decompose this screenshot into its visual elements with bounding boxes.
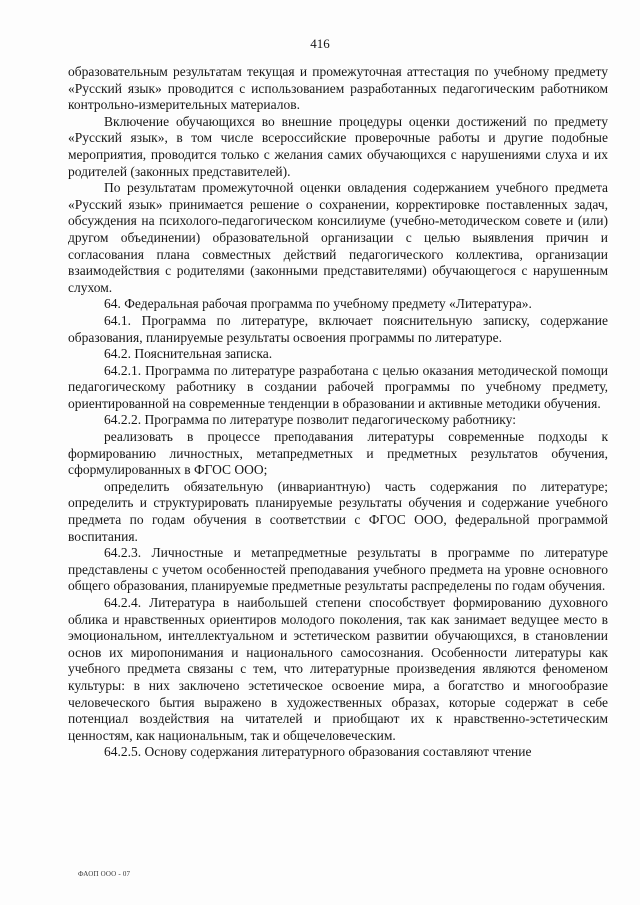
paragraph-64-2-3: 64.2.3. Личностные и метапредметные результаты в программе по литературе представлены с учетом особенностей преподавания учебного предмета на уровне основного общего образования, планируемые предметные результаты распределены по годам обучения.	[68, 545, 608, 594]
footer-label: ФАОП ООО - 07	[78, 870, 131, 878]
paragraph-64-2-1: 64.2.1. Программа по литературе разработана с целью оказания методической помощи педагогическому работнику в создании рабочей программы по учебному предмету, ориентированной на современные тенденции в образовании и активные методики обучения.	[68, 362, 608, 411]
body-text	[68, 64, 608, 761]
paragraph-external-assessment: Включение обучающихся во внешние процедуры оценки достижений по предмету «Русский язык», в том числе всероссийские проверочные работы и другие подобные мероприятия, проводится только с желания самих обучающихся с нарушениями слуха и их родителей (законных представителей).	[68, 113, 608, 179]
section-heading-64: 64. Федеральная рабочая программа по учебному предмету «Литература».	[104, 296, 532, 312]
paragraph-64-2-2: 64.2.2. Программа по литературе позволит педагогическому работнику:	[104, 412, 516, 428]
list-item-define: определить обязательную (инвариантную) часть содержания по литературе; определить и структурировать планируемые результаты обучения и содержание учебного предмета по годам обучения в соответствии с ФГОС ООО, федеральной программой воспитания.	[68, 478, 608, 544]
paragraph-64-2-4: 64.2.4. Литература в наибольшей степени способствует формированию духовного облика и нравственных ориентиров молодого поколения, так как занимает ведущее место в эмоциональном, интеллектуальном и эстетическом развитии обучающихся, в становлении основ их миропонимания и национального самосознания. Особенности литературы как учебного предмета связаны с тем, что литературные произведения являются феноменом культуры: в них заключено эстетическое освоение мира, а богатство и многообразие человеческого бытия выражено в художественных образах, которые содержат в себе потенциал воздействия на читателей и приобщают их к нравственно-эстетическим ценностям, как национальным, так и общечеловеческим.	[68, 595, 608, 743]
section-heading-64-2: 64.2. Пояснительная записка.	[104, 346, 273, 362]
paragraph-intermediate-results: По результатам промежуточной оценки овладения содержанием учебного предмета «Русский язык» принимается решение о сохранении, корректировке поставленных задач, обсуждения на психолого-педагогическом консилиуме (учебно-методическом совете и (или) другом объединении) образовательной организации с целью выявления причин и согласования плана совместных действий педагогического коллектива, организации взаимодействия с родителями (законными представителями) обучающегося с нарушенным слухом.	[68, 180, 608, 295]
paragraph-assessment-continuation: образовательным результатам текущая и промежуточная аттестация по учебному предмету «Русский язык» проводится с использованием разработанных педагогическим работником контрольно-измерительных материалов.	[68, 64, 608, 113]
list-item-implement: реализовать в процессе преподавания литературы современные подходы к формированию личностных, метапредметных и предметных результатов обучения, сформулированных в ФГОС ООО;	[68, 429, 608, 478]
paragraph-64-1: 64.1. Программа по литературе, включает пояснительную записку, содержание образования, планируемые результаты освоения программы по литературе.	[68, 312, 608, 345]
page-number: 416	[310, 36, 330, 51]
paragraph-64-2-5: 64.2.5. Основу содержания литературного образования составляют чтение	[104, 744, 532, 760]
